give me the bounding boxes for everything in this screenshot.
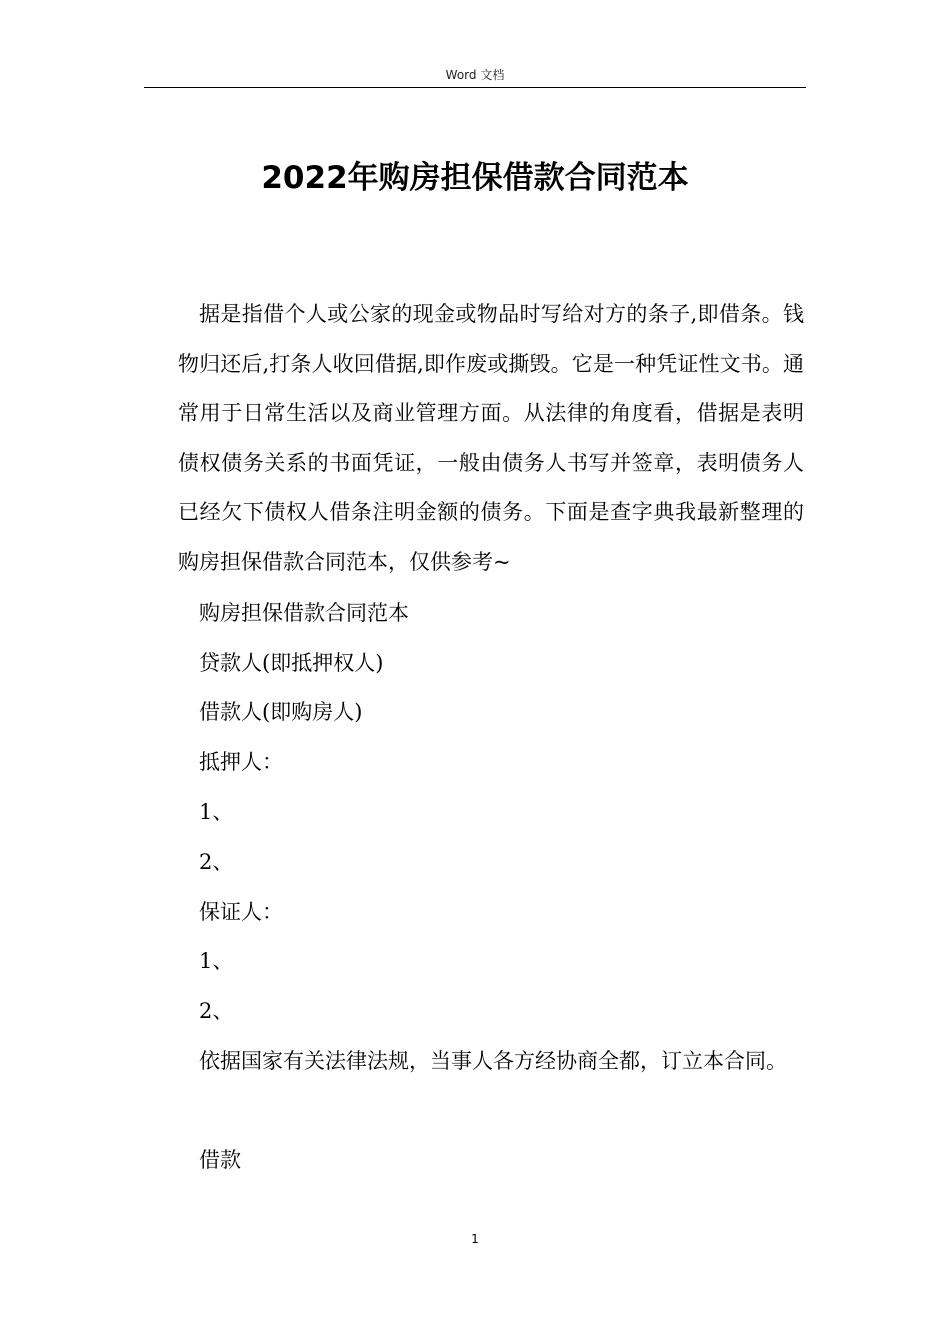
page-header: Word 文档 (445, 68, 505, 82)
agreement-statement: 依据国家有关法律法规，当事人各方经协商全都，订立本合同。 (199, 1049, 787, 1073)
borrower-line: 借款人(即购房人) (199, 700, 363, 724)
intro-paragraph: 据是指借个人或公家的现金或物品时写给对方的条子,即借条。钱物归还后,打条人收回借据,即作废或撕毁。它是一种凭证性文书。通常用于日常生活以及商业管理方面。从法律的角度看，借据是表明债权债务关系的书面凭证，一般由债务人书写并签章，表明债务人已经欠下债权人借条注明金额的债务。下面是查字典我最新整理的购房担保借款合同范本，仅供参考~ (178, 302, 804, 574)
loan-section-heading: 借款 (199, 1148, 241, 1172)
guarantor-item-1: 1、 (199, 949, 234, 973)
page-number: 1 (471, 1232, 479, 1246)
mortgagor-item-1: 1、 (199, 800, 234, 824)
document-title: 2022年购房担保借款合同范本 (261, 160, 689, 196)
section-heading: 购房担保借款合同范本 (199, 601, 409, 625)
mortgagor-line: 抵押人： (199, 750, 283, 774)
guarantor-item-2: 2、 (199, 999, 234, 1023)
lender-line: 贷款人(即抵押权人) (199, 651, 384, 675)
header-divider (144, 87, 806, 88)
guarantor-line: 保证人： (199, 900, 283, 924)
mortgagor-item-2: 2、 (199, 850, 234, 874)
